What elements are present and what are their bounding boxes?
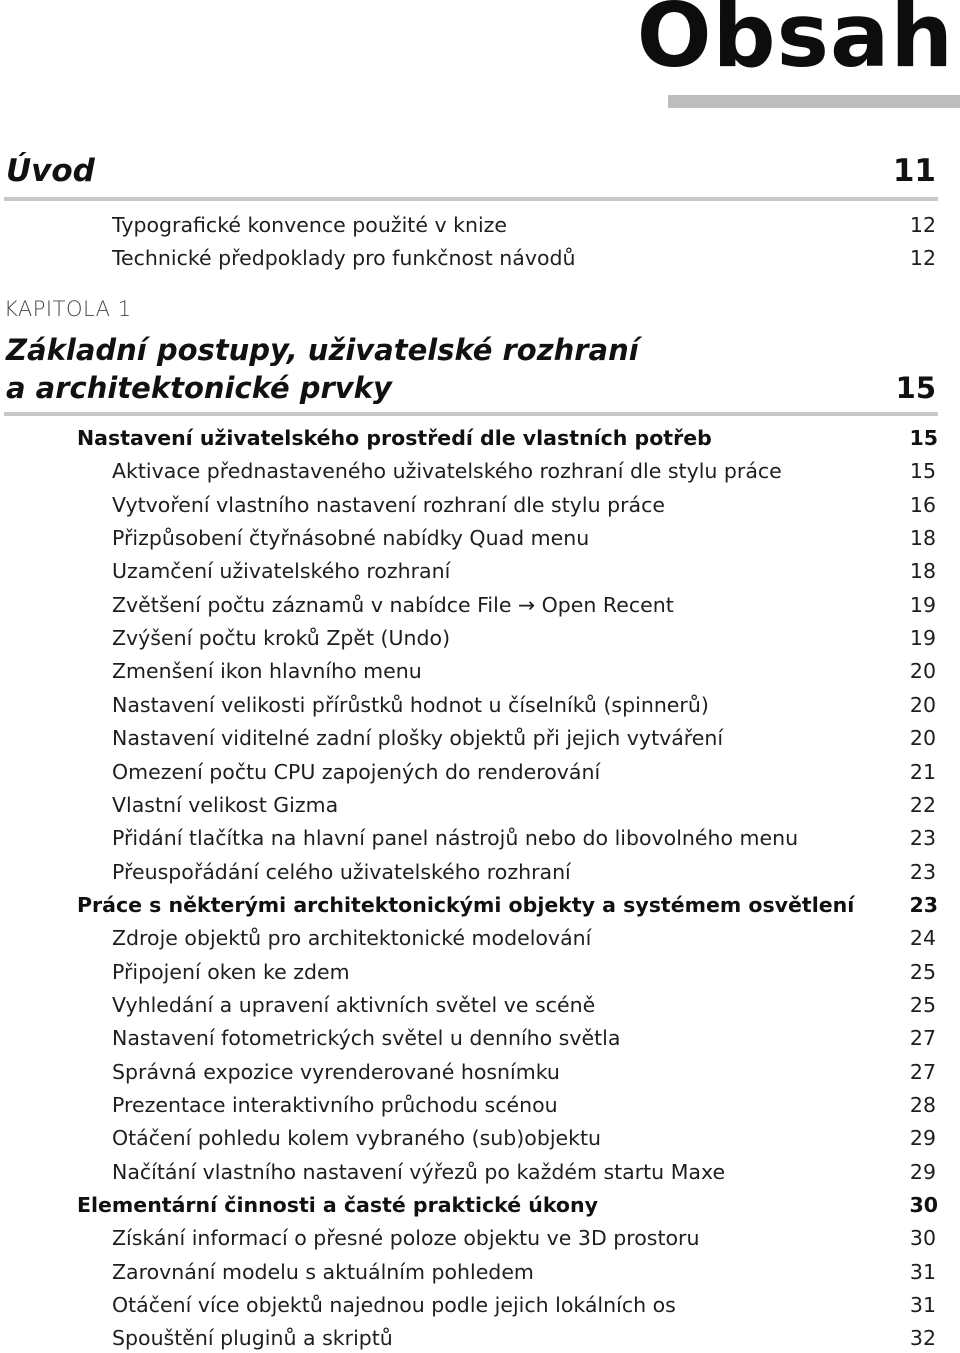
toc-section-title: Elementární činnosti a časté praktické úkony [77, 1193, 598, 1218]
toc-entry-title: Načítání vlastního nastavení výřezů po každém startu Maxe [112, 1159, 726, 1184]
toc-entry-title: Uzamčení uživatelského rozhraní [112, 559, 451, 584]
toc-entry-title: Vytvoření vlastního nastavení rozhraní dle stylu práce [112, 492, 665, 517]
toc-entry-page: 20 [909, 659, 936, 684]
chapter-title-text-2: a architektonické prvky [6, 371, 392, 405]
toc-section-page: 23 [909, 892, 938, 917]
toc-section-page: 15 [909, 426, 938, 450]
toc-entry-page: 23 [909, 826, 936, 851]
toc-entry-title: Otáčení více objektů najednou podle jejich lokálních os [112, 1293, 676, 1318]
toc-entry-page: 18 [909, 526, 936, 551]
toc-entry-title: Přeuspořádání celého uživatelského rozhraní [112, 859, 571, 884]
toc-entry-page: 25 [909, 992, 936, 1017]
toc-entry-title: Nastavení fotometrických světel u denního světla [112, 1026, 621, 1051]
toc-entry-title: Zvýšení počtu kroků Zpět (Undo) [112, 626, 451, 651]
toc-entry-page: 23 [909, 859, 936, 884]
toc-entry-title: Zmenšení ikon hlavního menu [112, 659, 422, 684]
toc-entry-page: 22 [909, 792, 936, 817]
toc-entry-title: Nastavení velikosti přírůstků hodnot u číselníků (spinnerů) [112, 692, 709, 717]
toc-entry-title: Omezení počtu CPU zapojených do renderování [112, 759, 601, 784]
toc-entry-title: Vlastní velikost Gizma [112, 792, 339, 817]
toc-entry-page: 31 [909, 1259, 936, 1284]
intro-divider [4, 197, 938, 201]
chapter-title-line2[interactable] [6, 371, 936, 405]
toc-entry-title: Vyhledání a upravení aktivních světel ve scéně [112, 992, 596, 1017]
toc-entry-page: 12 [909, 246, 936, 270]
toc-entry-page: 32 [909, 1326, 936, 1351]
page-title: Obsah [636, 0, 954, 87]
toc-entry-title: Získání informací o přesné poloze objektu ve 3D prostoru [112, 1226, 700, 1251]
toc-entry-page: 25 [909, 959, 936, 984]
toc-entry-page: 16 [909, 492, 936, 517]
toc-section-page: 30 [909, 1193, 938, 1218]
chapter-title-line1[interactable] [6, 333, 936, 367]
toc-entry-page: 20 [909, 726, 936, 751]
title-underline [668, 95, 960, 108]
toc-entry-page: 31 [909, 1293, 936, 1318]
chapter-label: KAPITOLA 1 [4, 297, 132, 321]
toc-entry-page: 27 [909, 1026, 936, 1051]
toc-entry-page: 15 [909, 459, 936, 484]
toc-entry-title: Nastavení viditelné zadní plošky objektů při jejich vytváření [112, 726, 724, 751]
toc-entry-title: Zdroje objektů pro architektonické modelování [112, 926, 592, 951]
chapter-divider [4, 412, 938, 416]
toc-entry-title: Spouštění pluginů a skriptů [112, 1326, 393, 1351]
toc-entry-title: Aktivace přednastaveného uživatelského rozhraní dle stylu práce [112, 459, 782, 484]
toc-entry-page: 18 [909, 559, 936, 584]
toc-entry-title: Otáčení pohledu kolem vybraného (sub)objektu [112, 1126, 602, 1151]
toc-entry-page: 21 [909, 759, 936, 784]
toc-entry-title: Správná expozice vyrenderované hosnímku [112, 1059, 560, 1084]
intro-heading[interactable] [6, 153, 936, 189]
toc-section-title: Práce s některými architektonickými objekty a systémem osvětlení [77, 892, 855, 917]
toc-entry-title: Zvětšení počtu záznamů v nabídce File → Open Recent [112, 592, 674, 617]
toc-entry-page: 29 [909, 1159, 936, 1184]
toc-entry-title: Přidání tlačítka na hlavní panel nástrojů nebo do libovolného menu [112, 826, 799, 851]
intro-page-number: 11 [892, 153, 936, 189]
toc-entry-title: Přizpůsobení čtyřnásobné nabídky Quad menu [112, 526, 590, 551]
toc-entry-title: Připojení oken ke zdem [112, 959, 350, 984]
toc-entry-page: 19 [909, 626, 936, 651]
toc-entry-page: 20 [909, 692, 936, 717]
toc-section-title: Nastavení uživatelského prostředí dle vlastních potřeb [77, 426, 712, 450]
toc-entry-page: 24 [909, 926, 936, 951]
chapter-title-text-1: Základní postupy, uživatelské rozhraní [6, 333, 639, 367]
toc-entry-page: 19 [909, 592, 936, 617]
toc-entry-page: 12 [909, 213, 936, 237]
toc-entry-title: Prezentace interaktivního průchodu scénou [112, 1093, 558, 1117]
toc-entry-page: 29 [909, 1126, 936, 1151]
toc-entry-title: Typografické konvence použité v knize [112, 213, 508, 237]
chapter-page-number: 15 [895, 371, 936, 405]
intro-title: Úvod [6, 153, 95, 189]
toc-entry-title: Technické předpoklady pro funkčnost návodů [112, 246, 576, 270]
toc-entry-page: 30 [909, 1226, 936, 1251]
toc-entry-page: 27 [909, 1059, 936, 1084]
toc-entry-title: Zarovnání modelu s aktuálním pohledem [112, 1259, 534, 1284]
toc-entry-page: 28 [909, 1093, 936, 1117]
